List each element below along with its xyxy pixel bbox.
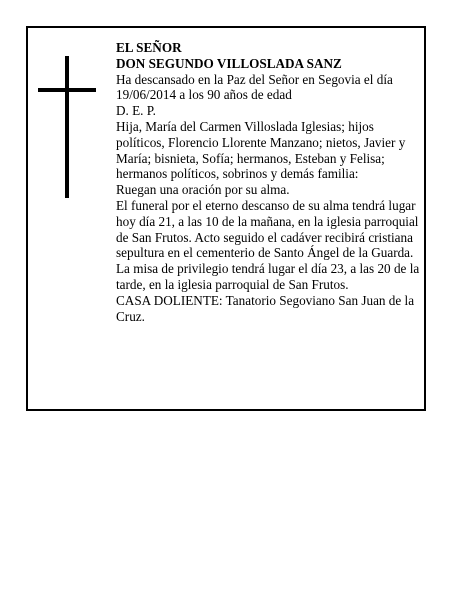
death-announcement: Ha descansado en la Paz del Señor en Segovia el día 19/06/2014 a los 90 años de edad bbox=[116, 71, 393, 103]
prayer-request: Ruegan una oración por su alma. bbox=[116, 182, 290, 198]
cross-horizontal-bar bbox=[38, 88, 96, 92]
cross-vertical-bar bbox=[65, 56, 69, 198]
honorific: EL SEÑOR bbox=[116, 40, 182, 55]
family-list: Hija, María del Carmen Villoslada Iglesias; hijos políticos, Florencio Llorente Manzano; nietos, Javier y María; bisnieta, Sofía; hermanos, Esteban y Felisa; hermanos políticos, sobrinos y demás familia: bbox=[116, 118, 406, 182]
deceased-name: DON SEGUNDO VILLOSLADA SANZ bbox=[116, 55, 342, 71]
funeral-details: El funeral por el eterno descanso de su alma tendrá lugar hoy día 21, a las 10 de la mañana, en la iglesia parroquial de San Frutos. Acto seguido el cadáver recibirá cristiana sepultura en el cementerio de Santo Ángel de la Guarda. La misa de privilegio tendrá lugar el día 23, a las 20 de la tarde, en la iglesia parroquial de San Frutos. bbox=[116, 197, 420, 292]
mourning-house: CASA DOLIENTE: Tanatorio Segoviano San Juan de la Cruz. bbox=[116, 292, 415, 324]
rip-abbreviation: D. E. P. bbox=[116, 103, 156, 119]
obituary-notice bbox=[26, 26, 426, 411]
obituary-text bbox=[116, 40, 420, 324]
cross-icon bbox=[38, 56, 98, 198]
